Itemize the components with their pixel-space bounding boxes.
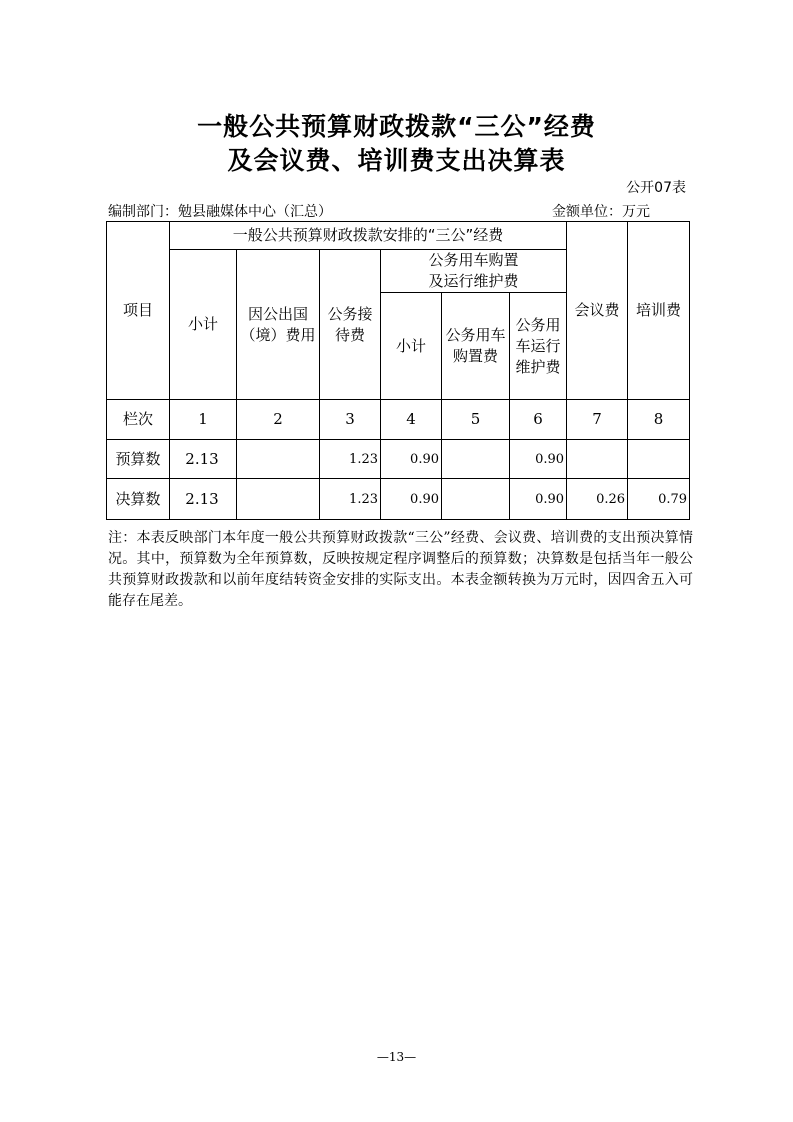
column-index-7: 7 <box>567 400 628 440</box>
document-title-line1: 一般公共预算财政拨款“三公”经费 <box>197 112 596 141</box>
table-row-final <box>107 479 690 520</box>
final-vehicle-subtotal: 0.90 <box>381 479 442 520</box>
budget-vehicle-subtotal: 0.90 <box>381 440 442 479</box>
row-label: 决算数 <box>107 479 170 520</box>
header-vehicle-ops-line1: 公务用 <box>515 315 561 334</box>
header-vehicle-purchase-line1: 公务用车 <box>445 326 506 344</box>
table-row-budget <box>107 440 690 479</box>
table-note: 注：本表反映部门本年度一般公共预算财政拨款“三公”经费、会议费、培训费的支出预决算情况。其中，预算数为全年预算数，反映按规定程序调整后的预算数；决算数是包括当年一般公共预算财政拨款和以前年度结转资金安排的实际支出。本表金额转换为万元时，因四舍五入可能存在尾差。 <box>108 530 693 609</box>
department-label: 编制部门：勉县融媒体中心（汇总） <box>108 204 332 220</box>
header-vehicle-purchase <box>442 293 510 400</box>
header-training: 培训费 <box>628 222 690 400</box>
column-index-5: 5 <box>442 400 510 440</box>
page-number: —13— <box>376 1050 417 1064</box>
budget-vehicle-purchase <box>442 440 510 479</box>
header-vehicle-subtotal: 小计 <box>381 293 442 400</box>
final-reception: 1.23 <box>320 479 381 520</box>
budget-meeting <box>567 440 628 479</box>
budget-abroad <box>237 440 320 479</box>
unit-label: 金额单位：万元 <box>552 204 650 220</box>
budget-training <box>628 440 690 479</box>
header-vehicle-group-line2: 及运行维护费 <box>428 272 519 290</box>
header-abroad <box>237 250 320 400</box>
column-index-1: 1 <box>170 400 237 440</box>
header-vehicle-group-line1: 公务用车购置 <box>428 251 519 269</box>
header-subtotal: 小计 <box>170 250 237 400</box>
header-abroad-line1: 因公出国 <box>247 304 308 323</box>
budget-subtotal: 2.13 <box>170 440 237 479</box>
final-subtotal: 2.13 <box>170 479 237 520</box>
document-title-line2: 及会议费、培训费支出决算表 <box>227 146 566 175</box>
header-vehicle-ops-line2: 车运行 <box>515 336 561 355</box>
header-reception-line1: 公务接 <box>327 304 373 323</box>
header-vehicle-ops <box>510 293 567 400</box>
budget-vehicle-ops: 0.90 <box>510 440 567 479</box>
column-index-4: 4 <box>381 400 442 440</box>
header-three-public-group: 一般公共预算财政拨款安排的“三公”经费 <box>170 222 567 250</box>
table-code: 公开07表 <box>626 180 686 196</box>
expense-table <box>106 221 690 520</box>
header-vehicle-ops-line3: 维护费 <box>515 357 561 376</box>
row-label: 预算数 <box>107 440 170 479</box>
header-meeting: 会议费 <box>567 222 628 400</box>
header-vehicle-group <box>381 250 567 293</box>
final-vehicle-ops: 0.90 <box>510 479 567 520</box>
final-vehicle-purchase <box>442 479 510 520</box>
column-index-2: 2 <box>237 400 320 440</box>
header-reception <box>320 250 381 400</box>
header-vehicle-purchase-line2: 购置费 <box>452 347 498 365</box>
column-index-label: 栏次 <box>107 400 170 440</box>
budget-reception: 1.23 <box>320 440 381 479</box>
header-abroad-line2: （境）费用 <box>240 325 316 344</box>
final-abroad <box>237 479 320 520</box>
header-reception-line2: 待费 <box>334 325 365 344</box>
column-index-6: 6 <box>510 400 567 440</box>
final-meeting: 0.26 <box>567 479 628 520</box>
column-index-8: 8 <box>628 400 690 440</box>
header-item: 项目 <box>107 222 170 400</box>
final-training: 0.79 <box>628 479 690 520</box>
column-index-3: 3 <box>320 400 381 440</box>
